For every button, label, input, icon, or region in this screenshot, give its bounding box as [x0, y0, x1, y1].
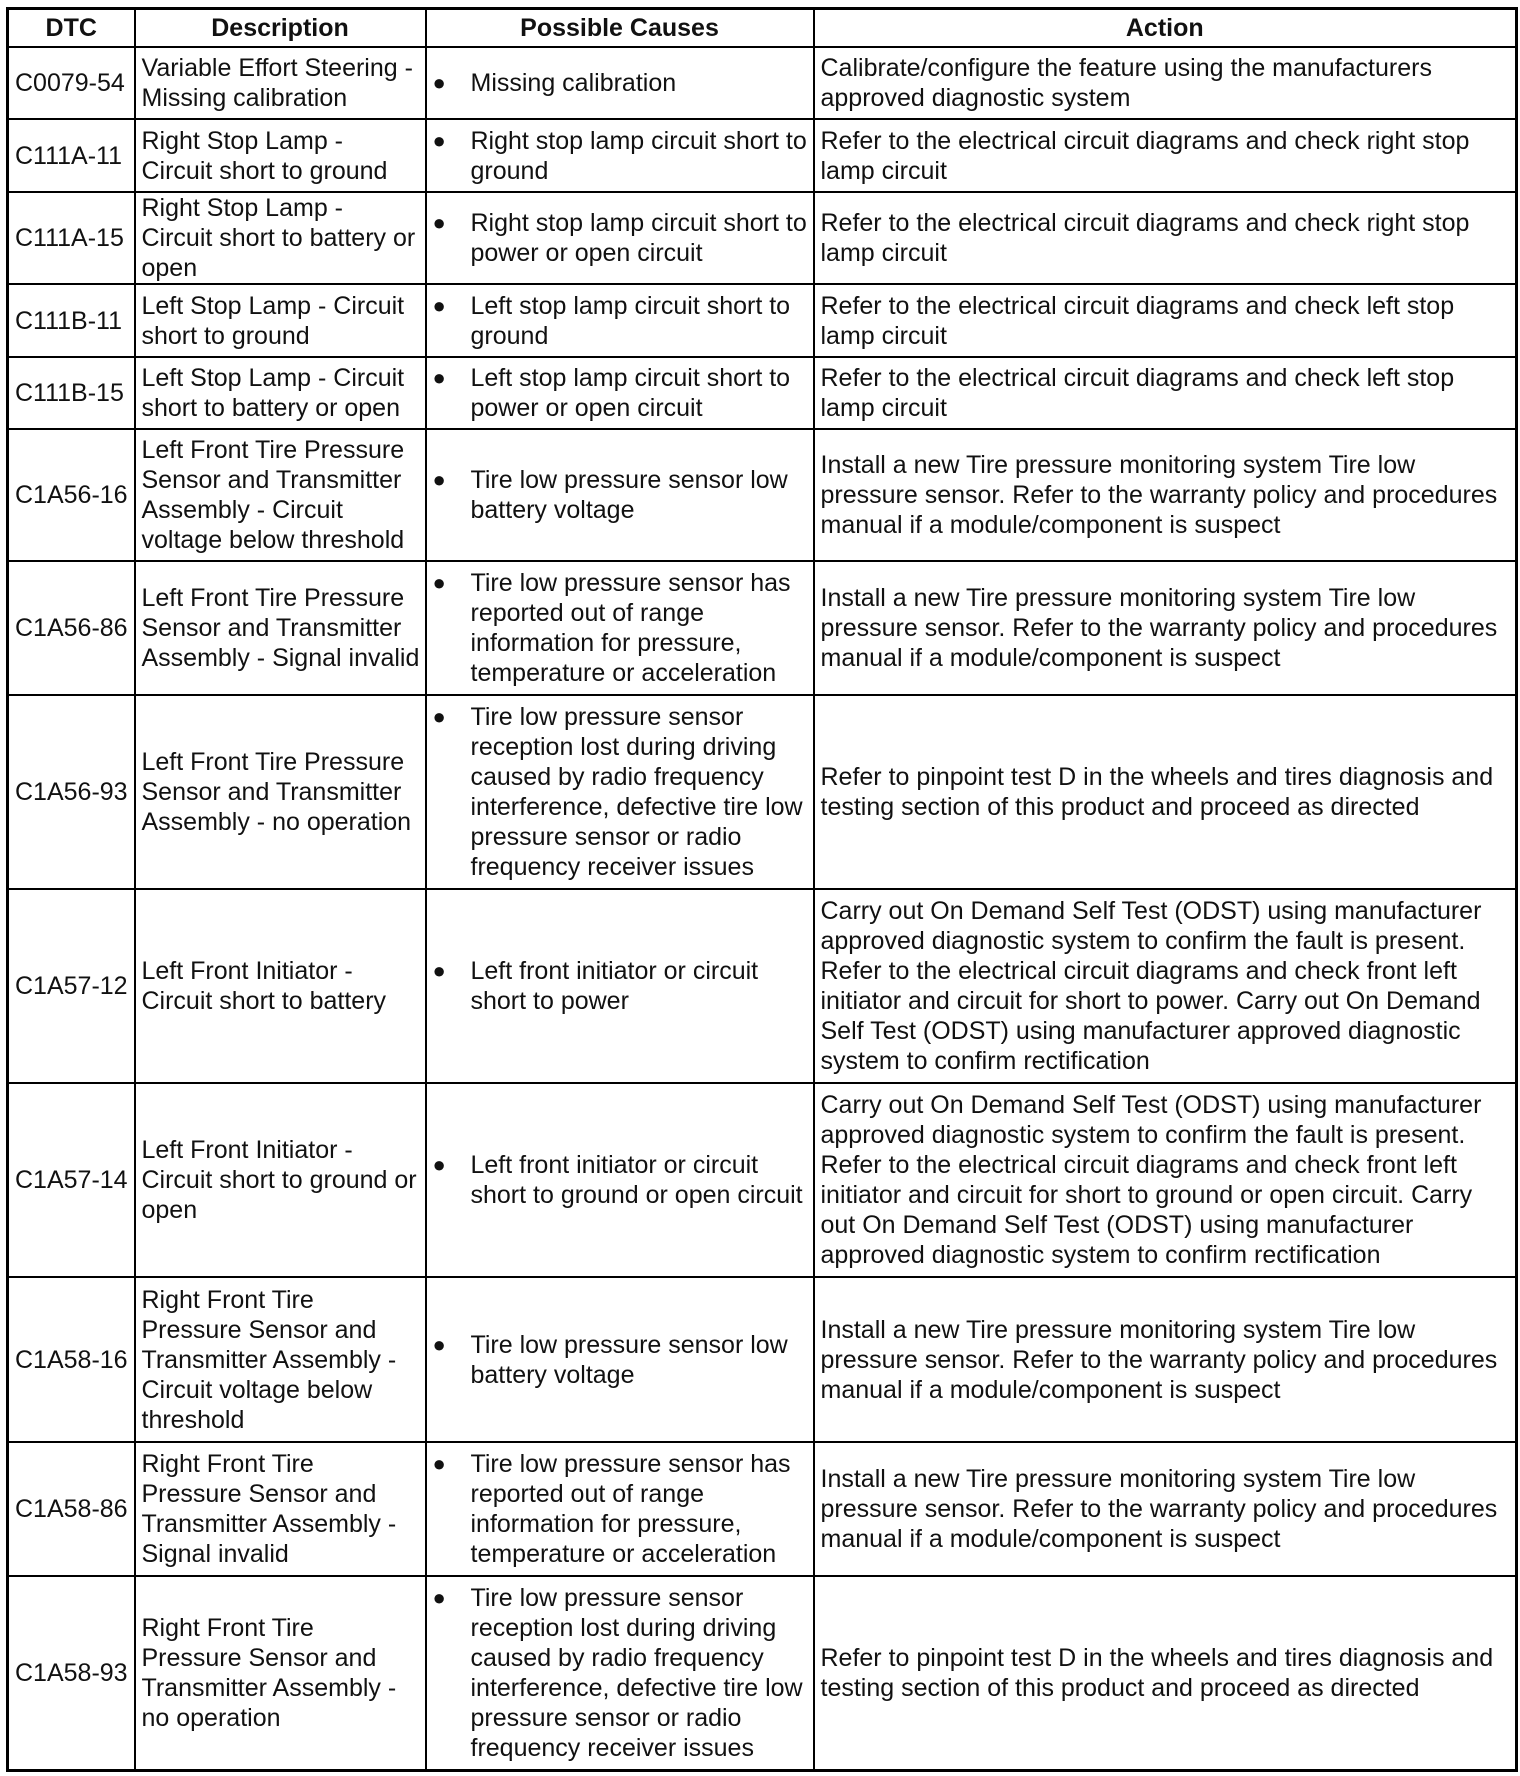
dtc-description: Left Front Tire Pressure Sensor and Transmitter Assembly - Circuit voltage below threshold [135, 429, 426, 561]
table-row [8, 695, 1517, 889]
header-description: Description [135, 9, 426, 48]
table-row [8, 561, 1517, 695]
table-row [8, 1083, 1517, 1277]
dtc-code: C1A58-16 [8, 1277, 135, 1442]
possible-cause-text: Left front initiator or circuit short to ground or open circuit [470, 1151, 803, 1210]
header-possible-causes: Possible Causes [426, 9, 814, 48]
possible-cause-text: Right stop lamp circuit short to ground [470, 126, 807, 185]
bullet-icon: ● [432, 210, 446, 236]
possible-cause-text: Tire low pressure sensor low battery voltage [470, 466, 788, 525]
possible-cause-text: Tire low pressure sensor reception lost during driving caused by radio frequency interference, defective tire low pressure sensor or radio frequency receiver issues [470, 1584, 803, 1763]
dtc-code: C1A58-86 [8, 1442, 135, 1576]
bullet-icon: ● [432, 1451, 446, 1477]
dtc-code: C0079-54 [8, 47, 135, 119]
table-header-row [8, 9, 1517, 48]
table-row [8, 357, 1517, 429]
dtc-code: C1A57-12 [8, 889, 135, 1083]
table-row [8, 429, 1517, 561]
table-row [8, 1576, 1517, 1770]
table-row [8, 192, 1517, 285]
dtc-description: Left Front Initiator - Circuit short to battery [135, 889, 426, 1083]
bullet-icon: ● [432, 70, 446, 96]
bullet-icon: ● [432, 570, 446, 596]
dtc-description: Right Stop Lamp - Circuit short to battery or open [135, 192, 426, 285]
possible-cause-cell [426, 1576, 814, 1770]
table-row [8, 119, 1517, 191]
bullet-icon: ● [432, 1585, 446, 1611]
possible-cause-cell [426, 1277, 814, 1442]
dtc-code: C111B-15 [8, 357, 135, 429]
bullet-icon: ● [432, 127, 446, 153]
action-text: Refer to pinpoint test D in the wheels and tires diagnosis and testing section of this product and proceed as directed [814, 695, 1517, 889]
dtc-code: C111A-11 [8, 119, 135, 191]
action-text: Install a new Tire pressure monitoring system Tire low pressure sensor. Refer to the warranty policy and procedures manual if a module/component is suspect [814, 1277, 1517, 1442]
dtc-table [6, 7, 1518, 1772]
dtc-description: Right Front Tire Pressure Sensor and Transmitter Assembly - Circuit voltage below threshold [135, 1277, 426, 1442]
action-text: Carry out On Demand Self Test (ODST) using manufacturer approved diagnostic system to confirm the fault is present. Refer to the electrical circuit diagrams and check front left initiator and circuit for short to power. Carry out On Demand Self Test (ODST) using manufacturer approved diagnostic system to confirm rectification [814, 889, 1517, 1083]
bullet-icon: ● [432, 365, 446, 391]
possible-cause-text: Left front initiator or circuit short to power [470, 957, 759, 1016]
action-text: Refer to the electrical circuit diagrams and check left stop lamp circuit [814, 357, 1517, 429]
dtc-code: C111A-15 [8, 192, 135, 285]
action-text: Install a new Tire pressure monitoring system Tire low pressure sensor. Refer to the warranty policy and procedures manual if a module/component is suspect [814, 1442, 1517, 1576]
dtc-description: Variable Effort Steering - Missing calibration [135, 47, 426, 119]
possible-cause-cell [426, 561, 814, 695]
action-text: Refer to pinpoint test D in the wheels and tires diagnosis and testing section of this product and proceed as directed [814, 1576, 1517, 1770]
dtc-code: C1A57-14 [8, 1083, 135, 1277]
table-row [8, 284, 1517, 356]
possible-cause-text: Left stop lamp circuit short to power or open circuit [470, 364, 791, 423]
dtc-description: Right Front Tire Pressure Sensor and Transmitter Assembly - no operation [135, 1576, 426, 1770]
dtc-description: Left Front Tire Pressure Sensor and Transmitter Assembly - no operation [135, 695, 426, 889]
action-text: Install a new Tire pressure monitoring system Tire low pressure sensor. Refer to the warranty policy and procedures manual if a module/component is suspect [814, 561, 1517, 695]
possible-cause-text: Right stop lamp circuit short to power or open circuit [470, 209, 807, 268]
action-text: Refer to the electrical circuit diagrams and check right stop lamp circuit [814, 192, 1517, 285]
header-action: Action [814, 9, 1517, 48]
bullet-icon: ● [432, 467, 446, 493]
possible-cause-cell [426, 192, 814, 285]
dtc-code: C1A56-16 [8, 429, 135, 561]
bullet-icon: ● [432, 1331, 446, 1357]
possible-cause-cell [426, 357, 814, 429]
dtc-code: C111B-11 [8, 284, 135, 356]
table-row [8, 1277, 1517, 1442]
bullet-icon: ● [432, 704, 446, 729]
possible-cause-cell [426, 889, 814, 1083]
action-text: Refer to the electrical circuit diagrams and check left stop lamp circuit [814, 284, 1517, 356]
dtc-description: Left Stop Lamp - Circuit short to battery or open [135, 357, 426, 429]
dtc-description: Left Front Initiator - Circuit short to ground or open [135, 1083, 426, 1277]
possible-cause-text: Left stop lamp circuit short to ground [470, 291, 791, 350]
table-row [8, 47, 1517, 119]
dtc-description: Right Front Tire Pressure Sensor and Transmitter Assembly - Signal invalid [135, 1442, 426, 1576]
table-row [8, 1442, 1517, 1576]
action-text: Refer to the electrical circuit diagrams and check right stop lamp circuit [814, 119, 1517, 191]
dtc-description: Left Front Tire Pressure Sensor and Transmitter Assembly - Signal invalid [135, 561, 426, 695]
bullet-icon: ● [432, 1152, 446, 1178]
possible-cause-text: Tire low pressure sensor low battery voltage [470, 1330, 788, 1389]
possible-cause-cell [426, 695, 814, 889]
possible-cause-cell [426, 47, 814, 119]
possible-cause-cell [426, 284, 814, 356]
dtc-description: Left Stop Lamp - Circuit short to ground [135, 284, 426, 356]
possible-cause-cell [426, 1442, 814, 1576]
action-text: Install a new Tire pressure monitoring system Tire low pressure sensor. Refer to the warranty policy and procedures manual if a module/component is suspect [814, 429, 1517, 561]
bullet-icon: ● [432, 958, 446, 984]
possible-cause-cell [426, 429, 814, 561]
possible-cause-text: Tire low pressure sensor has reported out of range information for pressure, temperature or acceleration [470, 569, 791, 688]
possible-cause-text: Missing calibration [470, 69, 677, 98]
action-text: Calibrate/configure the feature using the manufacturers approved diagnostic system [814, 47, 1517, 119]
bullet-icon: ● [432, 292, 446, 318]
possible-cause-cell [426, 119, 814, 191]
dtc-description: Right Stop Lamp - Circuit short to ground [135, 119, 426, 191]
possible-cause-text: Tire low pressure sensor reception lost during driving caused by radio frequency interference, defective tire low pressure sensor or radio frequency receiver issues [470, 703, 803, 881]
table-row [8, 889, 1517, 1083]
possible-cause-text: Tire low pressure sensor has reported out of range information for pressure, temperature or acceleration [470, 1450, 791, 1569]
action-text: Carry out On Demand Self Test (ODST) using manufacturer approved diagnostic system to confirm the fault is present. Refer to the electrical circuit diagrams and check front left initiator and circuit for short to ground or open circuit. Carry out On Demand Self Test (ODST) using manufacturer approved diagnostic system to confirm rectification [814, 1083, 1517, 1277]
dtc-code: C1A56-93 [8, 695, 135, 889]
header-dtc: DTC [8, 9, 135, 48]
dtc-code: C1A58-93 [8, 1576, 135, 1770]
possible-cause-cell [426, 1083, 814, 1277]
dtc-code: C1A56-86 [8, 561, 135, 695]
